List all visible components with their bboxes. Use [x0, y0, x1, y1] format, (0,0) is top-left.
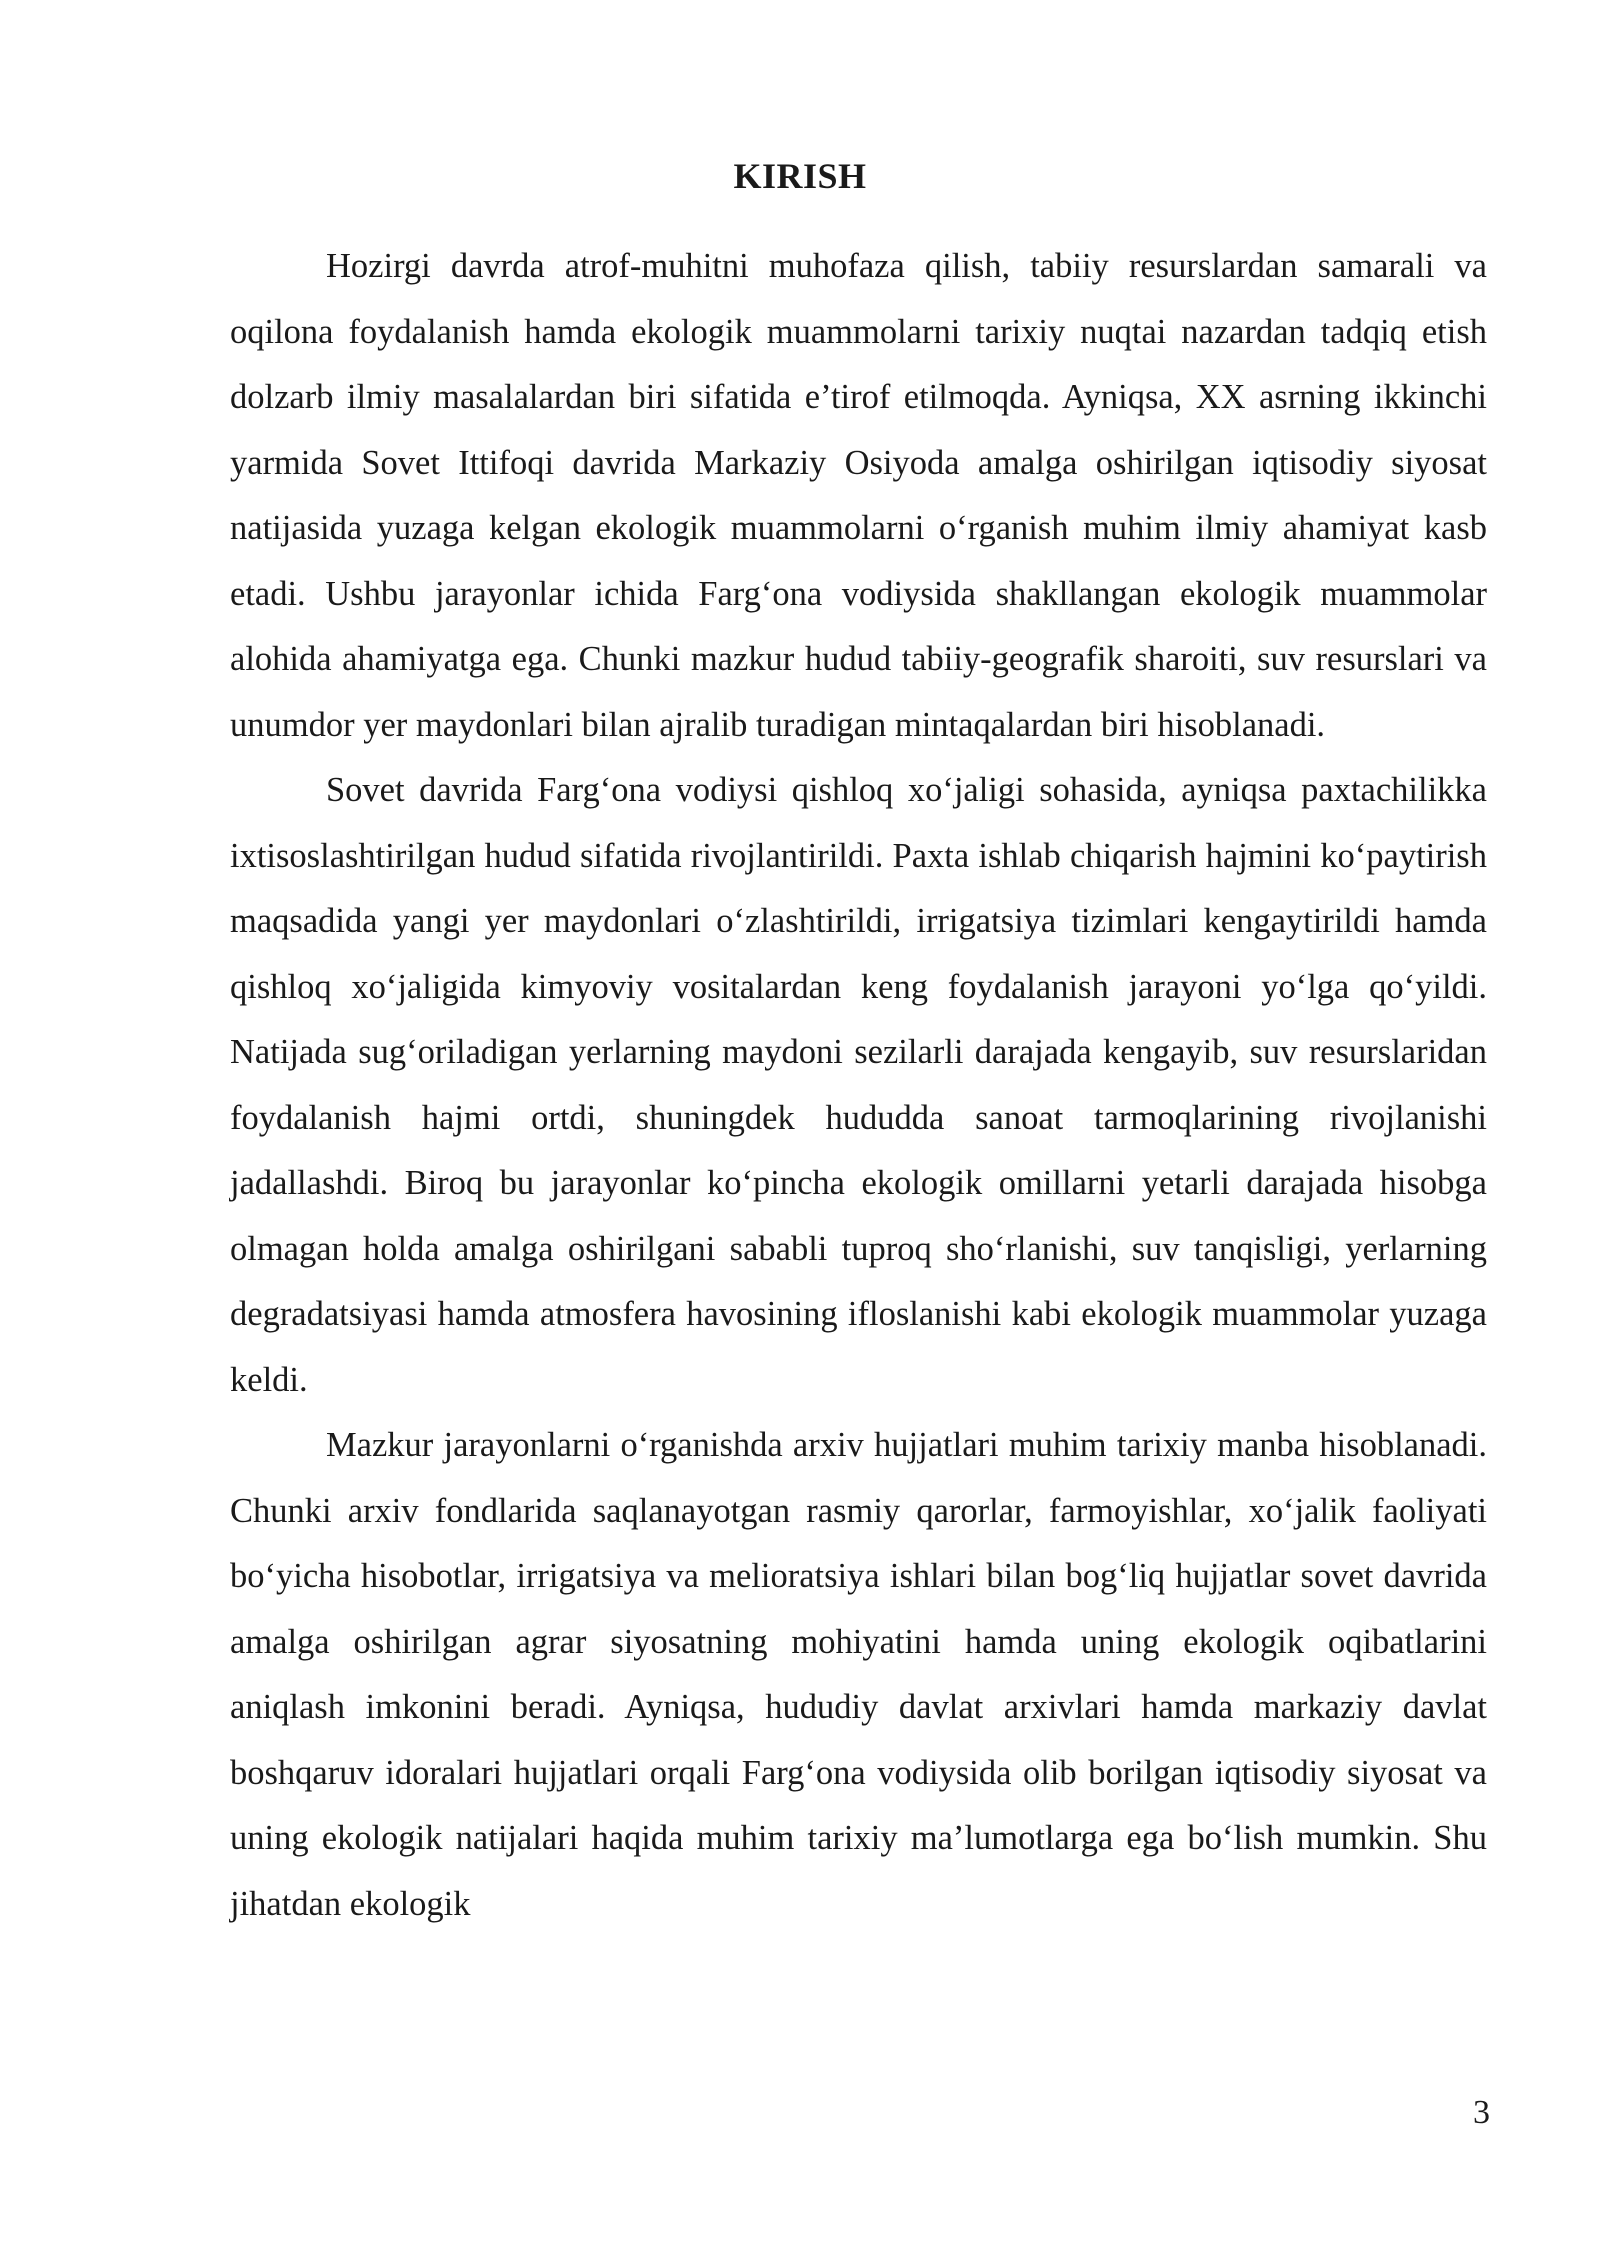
paragraph-3: Mazkur jarayonlarni o‘rganishda arxiv hujjatlari muhim tarixiy manba hisoblanadi. Chunki arxiv fondlarida saqlanayotgan rasmiy qarorlar, farmoyishlar, xo‘jalik faoliyati bo‘yicha hisobotlar, irrigatsiya va melioratsiya ishlari bilan bog‘liq hujjatlar sovet davrida amalga oshirilgan agrar siyosatning mohiyatini hamda uning ekologik oqibatlarini aniqlash imkonini beradi. Ayniqsa, hududiy davlat arxivlari hamda markaziy davlat boshqaruv idoralari hujjatlari orqali Farg‘ona vodiysida olib borilgan iqtisodiy siyosat va uning ekologik natijalari haqida muhim tarixiy ma’lumotlarga ega bo‘lish mumkin. Shu jihatdan ekologik: [230, 1426, 1487, 1923]
paragraph-2: Sovet davrida Farg‘ona vodiysi qishloq xo‘jaligi sohasida, ayniqsa paxtachilikka ixtisoslashtirilgan hudud sifatida rivojlantirildi. Paxta ishlab chiqarish hajmini ko‘paytirish maqsadida yangi yer maydonlari o‘zlashtirildi, irrigatsiya tizimlari kengaytirildi hamda qishloq xo‘jaligida kimyoviy vositalardan keng foydalanish jarayoni yo‘lga qo‘yildi. Natijada sug‘oriladigan yerlarning maydoni sezilarli darajada kengayib, suv resurslaridan foydalanish hajmi ortdi, shuningdek hududda sanoat tarmoqlarining rivojlanishi jadallashdi. Biroq bu jarayonlar ko‘pincha ekologik omillarni yetarli darajada hisobga olmagan holda amalga oshirilgani sababli tuproq sho‘rlanishi, suv tanqisligi, yerlarning degradatsiyasi hamda atmosfera havosining ifloslanishi kabi ekologik muammolar yuzaga keldi.: [230, 771, 1487, 1399]
page-number: 3: [1473, 2094, 1490, 2131]
paragraph-1: Hozirgi davrda atrof-muhitni muhofaza qilish, tabiiy resurslardan samarali va oqilona foydalanish hamda ekologik muammolarni tarixiy nuqtai nazardan tadqiq etish dolzarb ilmiy masalalardan biri sifatida e’tirof etilmoqda. Ayniqsa, XX asrning ikkinchi yarmida Sovet Ittifoqi davrida Markaziy Osiyoda amalga oshirilgan iqtisodiy siyosat natijasida yuzaga kelgan ekologik muammolarni o‘rganish muhim ilmiy ahamiyat kasb etadi. Ushbu jarayonlar ichida Farg‘ona vodiysida shakllangan ekologik muammolar alohida ahamiyatga ega. Chunki mazkur hudud tabiiy-geografik sharoiti, suv resurslari va unumdor yer maydonlari bilan ajralib turadigan mintaqalardan biri hisoblanadi.: [230, 247, 1487, 744]
body-text: [230, 234, 1487, 1937]
section-heading: KIRISH: [733, 156, 867, 196]
